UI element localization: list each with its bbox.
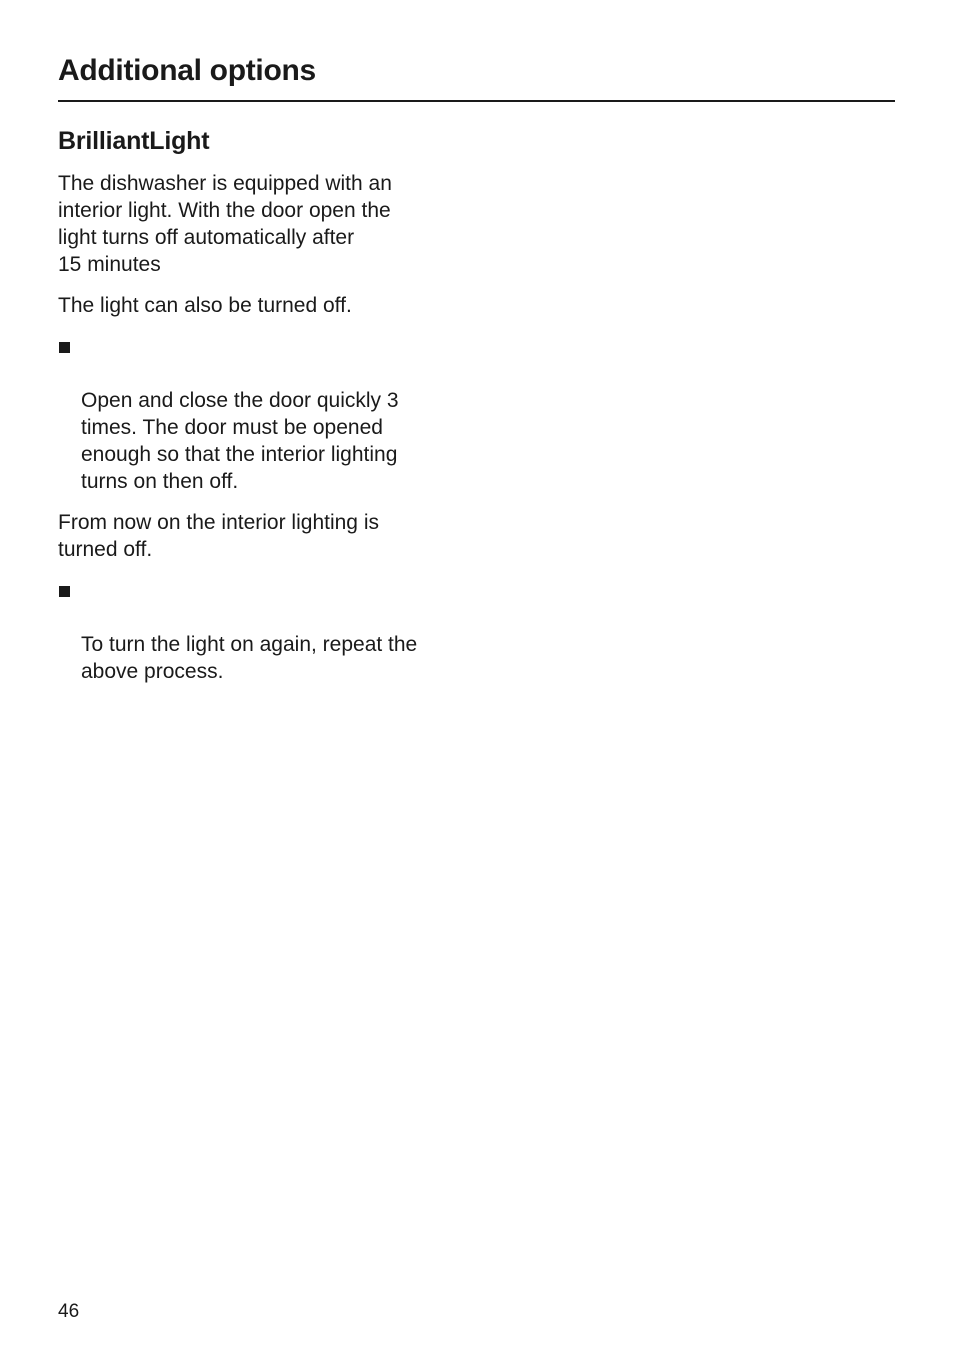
paragraph-interior-light: The dishwasher is equipped with an interior light. With the door open the light turns off automatically after 15 minutes [58,172,392,276]
bullet-item-open-close-door [58,333,458,495]
page-number: 46 [58,1301,80,1322]
bullet-item-turn-on-again [58,577,458,685]
paragraph-turn-off: The light can also be turned off. [58,294,352,317]
square-bullet-icon [59,342,70,353]
bullet-text: Open and close the door quickly 3 times. The door must be opened enough so that the interior lighting turns on then off. [81,389,399,493]
page-header [58,48,895,102]
paragraph-lighting-off: From now on the interior lighting is turned off. [58,511,379,561]
page-content [58,124,458,699]
square-bullet-icon [59,586,70,597]
section-title: BrilliantLight [58,127,210,155]
bullet-text: To turn the light on again, repeat the above process. [81,633,418,683]
page-title: Additional options [58,54,316,87]
